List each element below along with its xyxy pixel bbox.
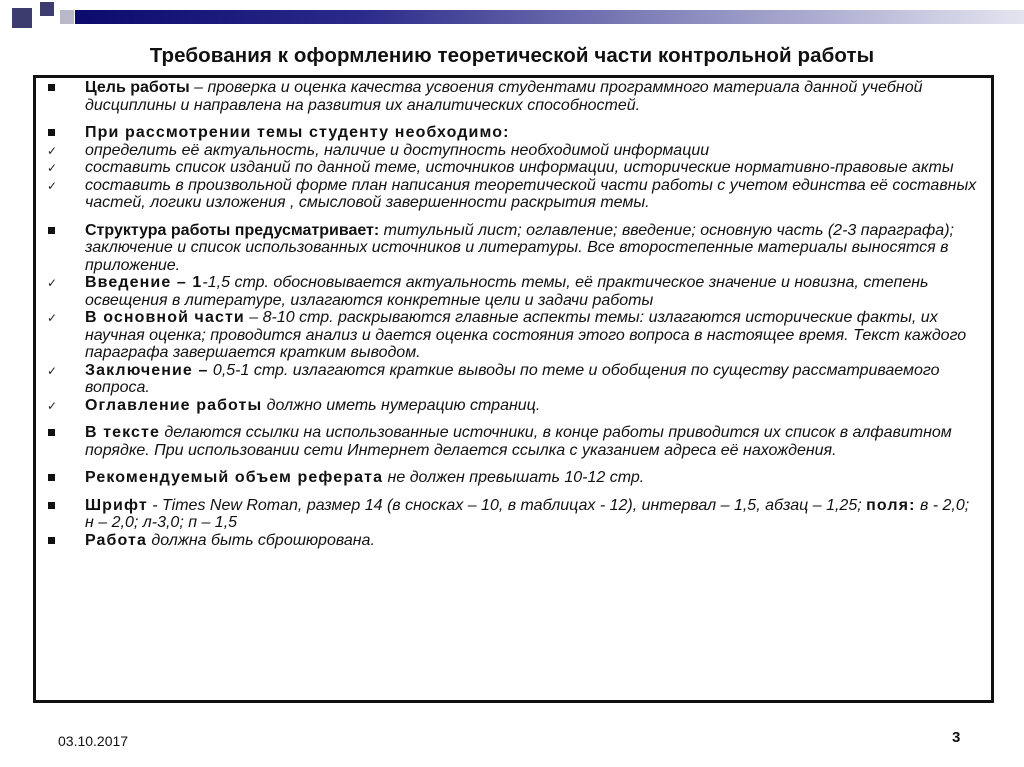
- check-icon: ✓: [47, 311, 58, 325]
- list-item-volume: Рекомендуемый объем реферата не должен превышать 10-12 стр.: [43, 469, 978, 487]
- check-icon: ✓: [47, 276, 58, 290]
- list-item-goal: Цель работы – проверка и оценка качества усвоения студентами программного материала данной учебной дисциплины и направлена на развития их аналитических способностей.: [43, 79, 978, 114]
- list-item-check: ✓ определить её актуальность, наличие и доступность необходимой информации: [47, 141, 710, 159]
- list-item-references: В тексте делаются ссылки на использованные источники, в конце работы приводится их список в алфавитном порядке. При использовании сети Интернет делается ссылка с указанием адреса её нахождения.: [43, 424, 978, 459]
- header-square-light: [60, 10, 74, 24]
- list-item-check: ✓ составить список изданий по данной теме, источников информации, исторические нормативно-правовые акты: [47, 159, 954, 176]
- square-bullet-icon: [48, 537, 55, 544]
- square-bullet-icon: [48, 502, 55, 509]
- square-bullet-icon: [48, 129, 55, 136]
- header-square-small: [40, 2, 54, 16]
- square-bullet-icon: [48, 474, 55, 481]
- list-item-font: Шрифт - Times New Roman, размер 14 (в сносках – 10, в таблицах - 12), интервал – 1,5, абзац – 1,25; поля: в - 2,0; н – 2,0; л-3,0; п – 1,5: [43, 497, 978, 532]
- check-icon: ✓: [47, 178, 58, 193]
- check-icon: ✓: [47, 398, 58, 413]
- square-bullet-icon: [48, 429, 55, 436]
- list-item-topic-review: При рассмотрении темы студенту необходимо:: [43, 124, 978, 142]
- header-gradient-band: [75, 10, 1024, 24]
- check-icon: ✓: [47, 363, 58, 378]
- list-item-binding: Работа должна быть сброшюрована.: [43, 532, 978, 550]
- header-square-large: [12, 8, 32, 28]
- list-item-check: ✓ составить в произвольной форме план написания теоретической части работы с учетом единства её составных частей, логики изложения , смысловой завершенности раскрытия темы.: [47, 176, 977, 211]
- list-item-structure: Структура работы предусматривает: титульный лист; оглавление; введение; основную часть (2-3 параграфа); заключение и список использованных источников и литературы. Все второстепенные материалы выносятся в приложение.: [43, 222, 978, 275]
- square-bullet-icon: [48, 227, 55, 234]
- requirements-list: [43, 79, 978, 549]
- list-item-main-part: ✓ В основной части – 8-10 стр. раскрываются главные аспекты темы: излагаются исторические факты, их научная оценка; проводится анализ и дается оценка состояния этого вопроса в настоящее время. Текст каждого параграфа завершается кратким выводом.: [47, 309, 967, 361]
- list-item-conclusion: ✓ Заключение – 0,5-1 стр. излагаются краткие выводы по теме и обобщения по существу рассматриваемого вопроса.: [47, 361, 940, 396]
- check-icon: ✓: [47, 161, 58, 175]
- slide-date: 03.10.2017: [58, 733, 129, 749]
- check-icon: ✓: [47, 143, 58, 158]
- list-item-contents: ✓ Оглавление работы должно иметь нумерацию страниц.: [47, 396, 541, 414]
- page-number: 3: [952, 729, 961, 746]
- decorative-header-bar: [0, 0, 1024, 30]
- slide-title: Требования к оформлению теоретической части контрольной работы: [149, 44, 875, 67]
- list-item-introduction: ✓ Введение – 1-1,5 стр. обосновывается актуальность темы, её практическое значение и новизна, степень освещения в литературе, излагаются конкретные цели и задачи работы: [47, 274, 929, 309]
- square-bullet-icon: [48, 84, 55, 91]
